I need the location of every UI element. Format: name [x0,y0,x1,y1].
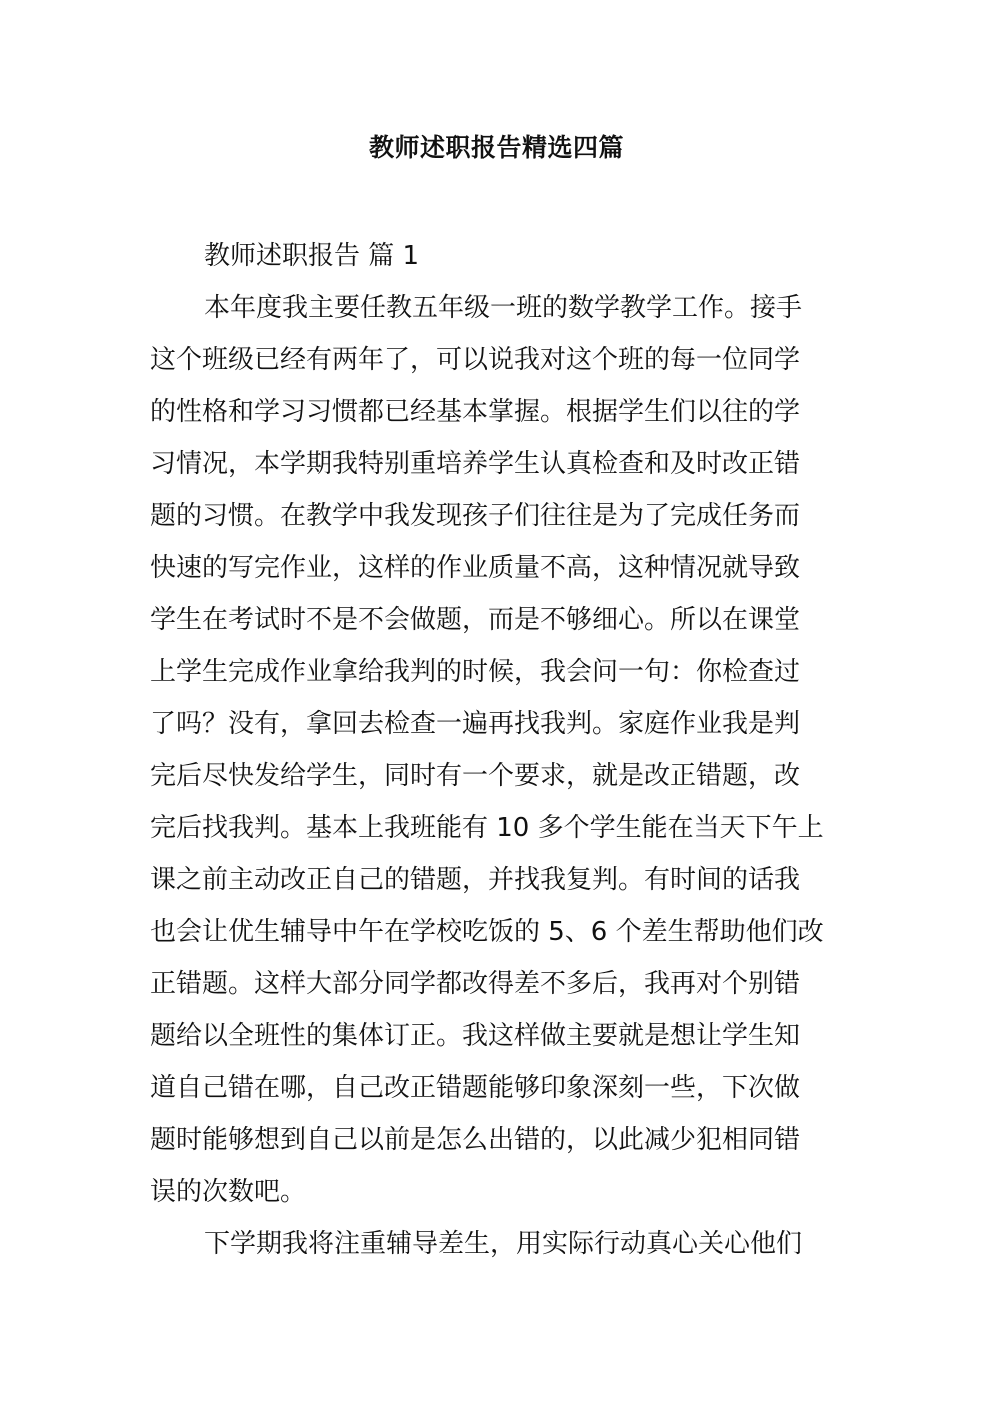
paragraph-line: 完后找我判。基本上我班能有 10 多个学生能在当天下午上 [150,813,824,843]
section-heading: 教师述职报告 篇 1 [204,241,420,271]
paragraph-line: 题给以全班性的集体订正。我这样做主要就是想让学生知 [150,1021,801,1051]
paragraph-line: 本年度我主要任教五年级一班的数学教学工作。接手 [204,293,803,323]
paragraph-line: 快速的写完作业，这样的作业质量不高，这种情况就导致 [150,553,801,583]
paragraph-line: 正错题。这样大部分同学都改得差不多后，我再对个别错 [150,969,801,999]
paragraph-1 [150,282,840,1218]
paragraph-line: 上学生完成作业拿给我判的时候，我会问一句：你检查过 [150,657,801,687]
paragraph-line: 下学期我将注重辅导差生，用实际行动真心关心他们 [204,1229,803,1259]
paragraph-line: 题的习惯。在教学中我发现孩子们往往是为了完成任务而 [150,501,801,531]
paragraph-line: 完后尽快发给学生，同时有一个要求，就是改正错题，改 [150,761,801,791]
document-title: 教师述职报告精选四篇 [368,133,624,162]
paragraph-line: 题时能够想到自己以前是怎么出错的，以此减少犯相同错 [150,1125,801,1155]
paragraph-line: 道自己错在哪，自己改正错题能够印象深刻一些，下次做 [150,1073,801,1103]
paragraph-line: 课之前主动改正自己的错题，并找我复判。有时间的话我 [150,865,801,895]
paragraph-line: 的性格和学习习惯都已经基本掌握。根据学生们以往的学 [150,397,801,427]
paragraph-line: 习情况，本学期我特别重培养学生认真检查和及时改正错 [150,449,801,479]
paragraph-line: 也会让优生辅导中午在学校吃饭的 5、6 个差生帮助他们改 [150,917,824,947]
paragraph-line: 误的次数吧。 [150,1177,307,1207]
paragraph-line: 这个班级已经有两年了，可以说我对这个班的每一位同学 [150,345,801,375]
paragraph-2 [150,1218,840,1270]
paragraph-line: 了吗？没有，拿回去检查一遍再找我判。家庭作业我是判 [150,709,801,739]
paragraph-line: 学生在考试时不是不会做题，而是不够细心。所以在课堂 [150,605,801,635]
document-body [150,230,840,1270]
